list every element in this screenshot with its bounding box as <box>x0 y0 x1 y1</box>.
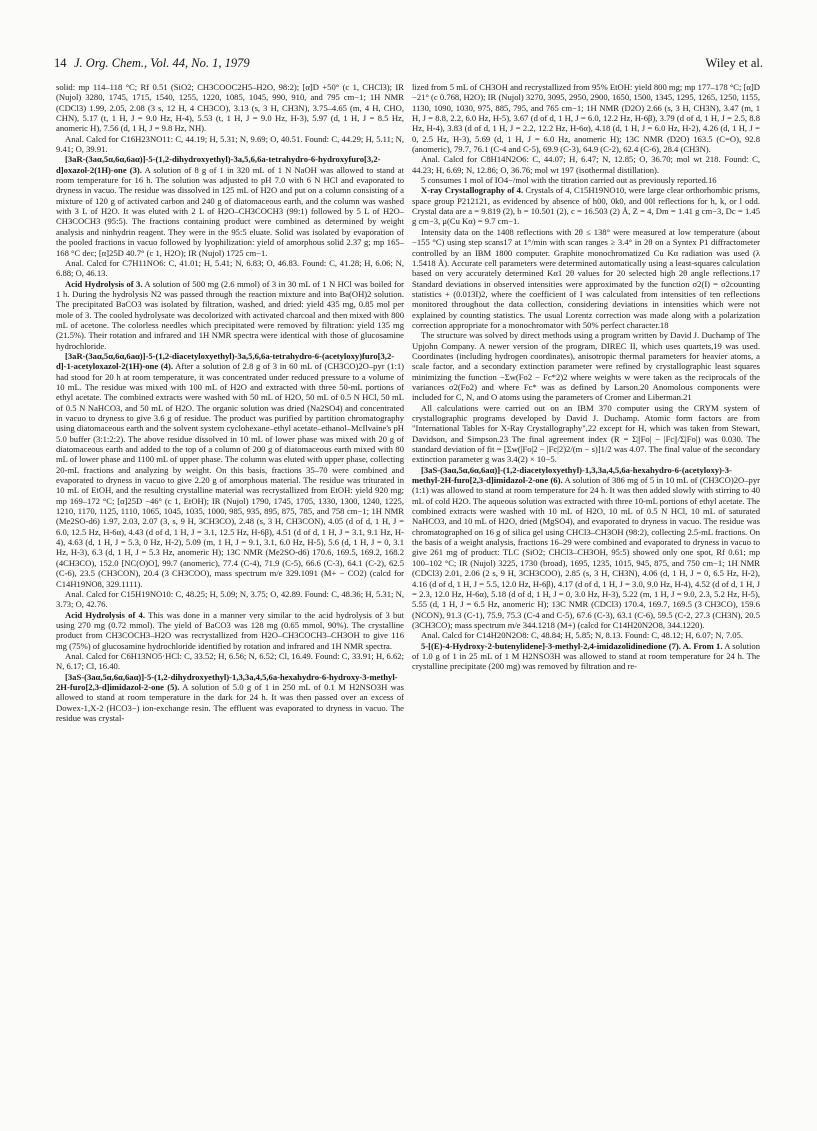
paragraph <box>56 589 404 610</box>
section-paragraph <box>412 185 760 226</box>
section-paragraph <box>412 465 760 631</box>
left-column <box>56 82 404 1092</box>
paragraph-text: After a solution of 2.8 g of 3 in 60 mL of (CH3CO)2O–pyr (1:1) had stood for 20 h at room temperature, it was concentrated under reduced pressure to a volume of 10 mL. The residue was mixed with 100 mL of H2O and extracted with three 50-mL portions of ethyl acetate. The combined extracts were washed with 50 mL of H2O, 50 mL of 0.5 N HCl, 50 mL of 0.5 N NaHCO3, and 50 mL of H2O. The organic solution was dried (Na2SO4) and concentrated in vacuo to dryness to give 3.6 g of residue. The product was purified by partition chromatography using diatomaceous earth and the solvent system cyclohexane–ethyl acetate–ethanol–McIlvaine's pH 5.0 buffer (3:1:2:2). The above residue dissolved in 10 mL of lower phase was mixed with 20 g of diatomaceous earth and added to the top of a column of 200 g of diatomaceous earth mixed with 80 mL of lower phase and 1100 mL of upper phase. The column was eluted with upper phase, collecting 20-mL fractions and analyzing by weight. On this basis, fractions 35–70 were combined and evaporated to dryness in vacuo to give 2.20 g of amorphous material. The residue was triturated in 10 mL of EtOH, and the resulting crystalline material was recrystallized from EtOH: yield 920 mg; mp 169–172 °C; [α]25D −46° (c 1, EtOH); IR (Nujol) 1790, 1745, 1705, 1330, 1300, 1240, 1225, 1210, 1170, 1125, 1110, 1065, 1045, 1035, 1000, 985, 935, 895, 875, 785, and 758 cm−1; 1H NMR (Me2SO-d6) 1.97, 2.03, 2.07 (3, s, 9 H, 3CH3CO), 2.48 (s, 3 H, CH3CON), 4.05 (d of d, 1 H, J = 6.0, 12.5 Hz, H-6α), 4.43 (d of d, 1 H, J = 3.1, 12.5 Hz, H-6β), 4.51 (d of d, 1 H, J = 3.1, 9.1 Hz, H-4), 4.63 (d, 1 H, J = 5.3, 0 Hz, H-2), 5.09 (m, 1 H, J = 9.1, 3.1, 6.0 Hz, H-5), 5.6 (d, 1 H, J = 0, 3.1 Hz, H-3), 6.3 (d, 1 H, J = 5.3 Hz, anomeric H); 13C NMR (Me2SO-d6) 170.6, 169.5, 169.2, 168.2 (4CH3CO), 152.0 [NC(O)O], 99.7 (anomeric), 77.4 (C-4), 71.9 (C-5), 66.6 (C-3), 64.1 (C-2), 62.5 (C-6), 23.5 (CH3CON), 20.4 (3 CH3COO), mass spectrum m/e 329.1091 (M+ − CO2) (calcd for C14H19NO8, 329.1111). <box>56 361 404 589</box>
section-heading: 5-[(E)-4-Hydroxy-2-butenylidene]-3-methyl-2,4-imidazolidinedione (7). A. From 1. <box>421 640 723 651</box>
paragraph-text: Anal. Calcd for C6H13NO5·HCl: C, 33.52; H, 6.56; N, 6.52; Cl, 16.49. Found: C, 33.91; H, 6.62; N, 6.17; Cl, 16.40. <box>56 650 404 672</box>
section-heading: Acid Hydrolysis of 3. <box>65 278 143 289</box>
paragraph-text: A solution of 500 mg (2.6 mmol) of 3 in 30 mL of 1 N HCl was boiled for 1 h. During the hydrolysis N2 was passed through the reaction mixture and into Ba(OH)2 solution. The precipitated BaCO3 was isolated by filtration, washed, and dried: yield 435 mg, 0.85 mol per mole of 3. The cooled hydrolysate was decolorized with activated charcoal and then mixed with 800 mL of acetone. The colorless needles which precipitated were removed by filtration: yield 135 mg (21.5%). Their rotation and infrared and 1H NMR spectra were identical with those of glucosamine hydrochloride. <box>56 278 404 351</box>
paragraph-text: Anal. Calcd for C8H14N2O6: C, 44.07; H, 6.47; N, 12.85; O, 36.70; mol wt 218. Found: C, 44.23; H, 6.69; N, 12.86; O, 36.76; mol wt 197 (isothermal distillation). <box>412 154 760 175</box>
paragraph <box>56 82 404 134</box>
paragraph-text: A solution of 8 g of 1 in 320 mL of 1 N NaOH was allowed to stand at room temperature for 16 h. The solution was adjusted to pH 7.0 with 6 N HCl and evaporated to dryness in vacuo. The residue was dissolved in 125 mL of H2O and put on a column consisting of a mixture of 120 g of activated carbon and 240 g of diatomaceous earth, and the column was washed with 3 L of H2O. It was eluted with 2 L of H2O–CH3COCH3 (99:1) followed by 5 L of H2O–CH3COCH3 (95:5). The fractions containing product were combined as determined by weight analysis and ninhydrin reagent. They were in the 95:5 eluate. Solid was isolated by evaporation of the pooled fractions in vacuo followed by lyophilization: yield of amorphous solid 2.37 g; mp 165–168 °C dec; [α]25D 40.7° (c 1, H2O); IR (Nujol) 1725 cm−1. <box>56 164 404 258</box>
paragraph <box>412 82 760 154</box>
paragraph <box>412 175 760 185</box>
paragraph <box>412 154 760 175</box>
running-header <box>54 56 763 74</box>
section-heading: [3aR-(3aα,5α,6α,6aα)]-5-(1,2-dihydroxyethyl)-3a,5,6,6a-tetrahydro-6-hydroxyfuro[3,2-d]oxazol-2(1H)-one (3). <box>56 154 381 175</box>
paragraph-text: Anal. Calcd for C15H19NO10: C, 48.25; H, 5.09; N, 3.75; O, 42.89. Found: C, 48.36; H, 5.31; N, 3.73; O, 42.76. <box>56 588 404 610</box>
page-number: 14 <box>54 56 67 70</box>
paragraph-text: Crystals of 4, C15H19NO10, were large clear orthorhombic prisms, space group P212121, as evidenced by absence of h00, 0k0, and 00l reflections for h, k, or l odd. Crystal data are a = 9.819 (2), b = 10.501 (2), c = 16.503 (2) Å, Z = 4, Dm = 1.41 g cm−3, Dc = 1.45 g cm−3, μ(Cu Kα) = 9.7 cm−1. <box>412 185 760 227</box>
paragraph-text: Anal. Calcd for C16H23NO11: C, 44.19; H, 5.31; N, 9.69; O, 40.51. Found: C, 44.29; H, 5.11; N, 9.41; O, 39.91. <box>56 133 404 155</box>
section-heading: Acid Hydrolysis of 4. <box>65 609 145 620</box>
paragraph <box>412 227 760 330</box>
paragraph-text: A solution of 386 mg of 5 in 10 mL of (CH3CO)2O–pyr (1:1) was allowed to stand at room temperature for 24 h. It was then added slowly with stirring to 40 mL of cold H2O. The aqueous solution was extracted with three 10-mL portions of ethyl acetate. The combined extracts were washed with 10 mL of H2O, 10 mL of 0.5 N HCl, 10 mL of saturated NaHCO3, and 10 mL of H2O, dried (MgSO4), and evaporated to dryness in vacuo. The residue was chromatographed on 16 g of silica gel using CHCl3–CH3OH (98:2), collecting 2.5-mL fractions. On the basis of a weight analysis, fractions 16–29 were combined and evaporated to dryness in vacuo to give 261 mg of product: TLC (SiO2; CHCl3–CH3OH, 95:5) showed only one spot, Rf 0.61; mp 100–102 °C; IR (Nujol) 3225, 1730 (broad), 1695, 1235, 1015, 945, 875, and 750 cm−1; 1H NMR (CDCl3) 2.01, 2.06 (2 s, 9 H, 3CH3COO), 2.85 (s, 3 H, CH3N), 4.06 (d, 1 H, J = 0, 6.5 Hz, H-2), 4.16 (d of d, 1 H, J = 5.5, 12.0 Hz, H-6β), 4.17 (d of d, 1 H, J = 3.0, 9.0 Hz, H-4), 4.52 (d of d, 1 H, J = 2.3, 12.0 Hz, H-6α), 5.18 (d of d, 1 H, J = 0, 3.0 Hz, H-3), 5.22 (m, 1 H, J = 9.0, 2.3, 5.2 Hz, H-5), 5.55 (d, 1 H, J = 6.5 Hz, anomeric H); 13C NMR (CDCl3) 170.4, 169.7, 169.5 (3 CH3CO), 159.6 (NCON), 91.3 (C-1), 75.9, 75.3 (C-4 and C-5), 67.6 (C-3), 63.1 (C-6), 59.5 (C-2, 27.3 (CH3N), 20.5 (3CH3CO); mass spectrum m/e 344.1218 (M+) (calcd for C14H20N2O8, 344.1220). <box>412 475 760 630</box>
paragraph <box>412 330 760 402</box>
journal-citation: J. Org. Chem., Vol. 44, No. 1, 1979 <box>74 56 250 70</box>
paragraph-text: This was done in a manner very similar to the acid hydrolysis of 3 but using 270 mg (0.72 mmol). The yield of BaCO3 was 128 mg (0.65 mmol, 90%). The crystalline product from CH3COCH3–H2O was recrystallized from H2O–CH3COCH3–CH3OH to give 116 mg (75%) of glucosamine hydrochloride identified by rotation and infrared and 1H NMR spectra. <box>56 609 404 651</box>
author-line: Wiley et al. <box>705 56 763 70</box>
right-column <box>412 82 760 1092</box>
paragraph-text: lized from 5 mL of CH3OH and recrystallized from 95% EtOH: yield 800 mg; mp 177–178 °C; [α]D −21° (c 0.768, H2O); IR (Nujol) 3270, 3095, 2950, 2900, 1650, 1500, 1345, 1295, 1265, 1250, 1155, 1130, 1090, 1030, 975, 885, 795, and 765 cm−1; 1H NMR (D2O) 2.66 (s, 3 H, CH3N), 3.47 (m, 1 H, J = 8.8, 2.2, 6.0 Hz, H-5), 3.67 (d of d, 1 H, J = 6.0, 12.2 Hz, H-6β), 3.79 (d of d, 1 H, J = 2.5, 8.8 Hz, H-4), 3.83 (d of d, 1 H, J = 2.2, 12.2 Hz, H-6α), 4.18 (d, 1 H, J = 6.0 Hz, H-2), 4.26 (d, 1 H, J = 0, 2.5 Hz, H-3), 5.69 (d, 1 H, J = 6.0 Hz, anomeric H); 13C NMR (D2O) 163.5 (C=O), 92.8 (anomeric), 79.7, 76.1 (C-4 and C-5), 69.9 (C-3), 64.9 (C-2), 62.4 (C-6), 28.4 (CH3N). <box>412 82 760 155</box>
paragraph <box>412 403 760 465</box>
section-paragraph <box>56 279 404 351</box>
paragraph-text: 5 consumes 1 mol of IO4−/mol with the titration carried out as previously reported.16 <box>421 175 717 186</box>
section-paragraph <box>56 672 404 724</box>
paragraph <box>56 258 404 279</box>
section-paragraph <box>56 154 404 257</box>
paragraph-text: Intensity data on the 1408 reflections with 2θ ≤ 138° were measured at low temperature (about −155 °C) using step scans17 at 1°/min with scan ranges ≥ 3.4° in 2θ on a Syntex P1 diffractometer controlled by an IBM 1800 computer. Graphite monochromatized Cu Kα radiation was used (λ 1.5418 Å). Accurate cell parameters were determined automatically using a least-squares calculation based on very accurately determined Kα1 2θ values for 20 selected high 2θ angle reflections.17 Standard deviations in observed intensities were approximated by the function σ2(I) = σ2counting statistics + (0.013I)2, where the coefficient of I was calculated from intensities of ten reflections monitored throughout the data collection, considering deviations in intensities which were not explained by counting statistics. The usual Lorentz correction was made along with a polarization correction appropriate for a monochromator with 50% perfect character.18 <box>412 226 760 330</box>
paragraph-text: All calculations were carried out on an IBM 370 computer using the CRYM system of crystallographic programs developed by David J. Duchamp. Atomic form factors are from "International Tables for X-Ray Crystallography",22 except for H, which was taken from Stewart, Davidson, and Simpson.23 The final agreement index (R = Σ||Fo| − |Fc||/Σ|Fo|) was 0.030. The standard deviation of fit = [Σw(|Fo|2 − |Fc|2)2/(m − s)]1/2 was 4.07. The final value of the secondary extinction parameter g was 3.4(2) × 10−5. <box>412 402 760 465</box>
section-paragraph <box>56 610 404 651</box>
paragraph-text: solid: mp 114–118 °C; Rf 0.51 (SiO2; CH3COOC2H5–H2O, 98:2); [α]D +50° (c 1, CHCl3); IR (Nujol) 3280, 1745, 1715, 1540, 1255, 1220, 1085, 1045, 990, 910, and 795 cm−1; 1H NMR (CDCl3) 1.99, 2.05, 2.08 (3 s, 12 H, 4 CH3CO), 3.13 (s, 3 H, CH3N), 3.75–4.65 (m, 4 H, CHO, CHN), 5.17 (t, 1 H, J = 9.0 Hz, H-4), 5.53 (t, 1 H, J = 9.0 Hz, H-3), 5.97 (d, 1 H, J = 8.5 Hz, anomeric H), 7.56 (d, 1 H, J = 9.8 Hz, NH). <box>56 82 404 134</box>
section-heading: [3aS-(3aα,5α,6α,6aα)]-(1,2-diacetyloxyethyl)-1,3,3a,4,5,6a-hexahydro-6-(acetyloxy)-3-methyl-2H-furo[2,3-d]imidazol-2-one (6). <box>412 464 732 486</box>
paragraph <box>56 651 404 672</box>
paragraph-text: Anal. Calcd for C7H11NO6: C, 41.01; H, 5.41; N, 6.83; O, 46.83. Found: C, 41.28; H, 6.06; N, 6.88; O, 46.13. <box>56 257 404 279</box>
paragraph-text: A solution of 1.0 g of 1 in 25 mL of 1 M H2NSO3H was allowed to stand at room temperature for 24 h. The crystalline precipitate (200 mg) was removed by filtration and re- <box>412 640 760 672</box>
paragraph-text: The structure was solved by direct methods using a program written by David J. Duchamp of The Upjohn Company. A newer version of the program, DIREC II, which uses quartets,19 was used. Coordinates (including hydrogen coordinates), anisotropic thermal parameters for heavier atoms, a scale factor, and a secondary extinction parameter were refined by crystallographic least squares minimizing the function −Σw(Fo2 − Fc*2)2 where weights w were taken as the reciprocals of the variances σ2(Fo2) and where Fc* was as defined by Larson.20 Anomolous components were included for C, N, and O atoms using the parameters of Cromer and Liberman.21 <box>412 330 760 403</box>
section-paragraph <box>412 641 760 672</box>
paragraph <box>56 134 404 155</box>
section-heading: [3aS-(3aα,5α,6α,6aα)]-5-(1,2-dihydroxyethyl)-1,3,3a,4,5,6a-hexahydro-6-hydroxy-3-methyl-2H-furo[2,3-d]imidazol-2-one (5). <box>56 671 398 692</box>
section-paragraph <box>56 351 404 589</box>
paragraph-text: Anal. Calcd for C14H20N2O8: C, 48.84; H, 5.85; N, 8.13. Found: C, 48.12; H, 6.07; N, 7.05. <box>421 630 744 641</box>
section-heading: [3aR-(3aα,5α,6α,6aα)]-5-(1,2-diacetyloxyethyl)-3a,5,6,6a-tetrahydro-6-(acetyloxy)furo[3,2-d]-1-acetyloxazol-2(1H)-one (4). <box>56 350 395 372</box>
paragraph-text: A solution of 5.0 g of 1 in 250 mL of 0.1 M H2NSO3H was allowed to stand at room temperature in the dark for 24 h. It was then passed over an excess of Dowex-1,X-2 (HCO3−) ion-exchange resin. The effluent was evaporated to dryness in vacuo. The residue was crystal- <box>56 681 404 723</box>
section-heading: X-ray Crystallography of 4. <box>421 185 524 196</box>
paragraph <box>412 630 760 640</box>
